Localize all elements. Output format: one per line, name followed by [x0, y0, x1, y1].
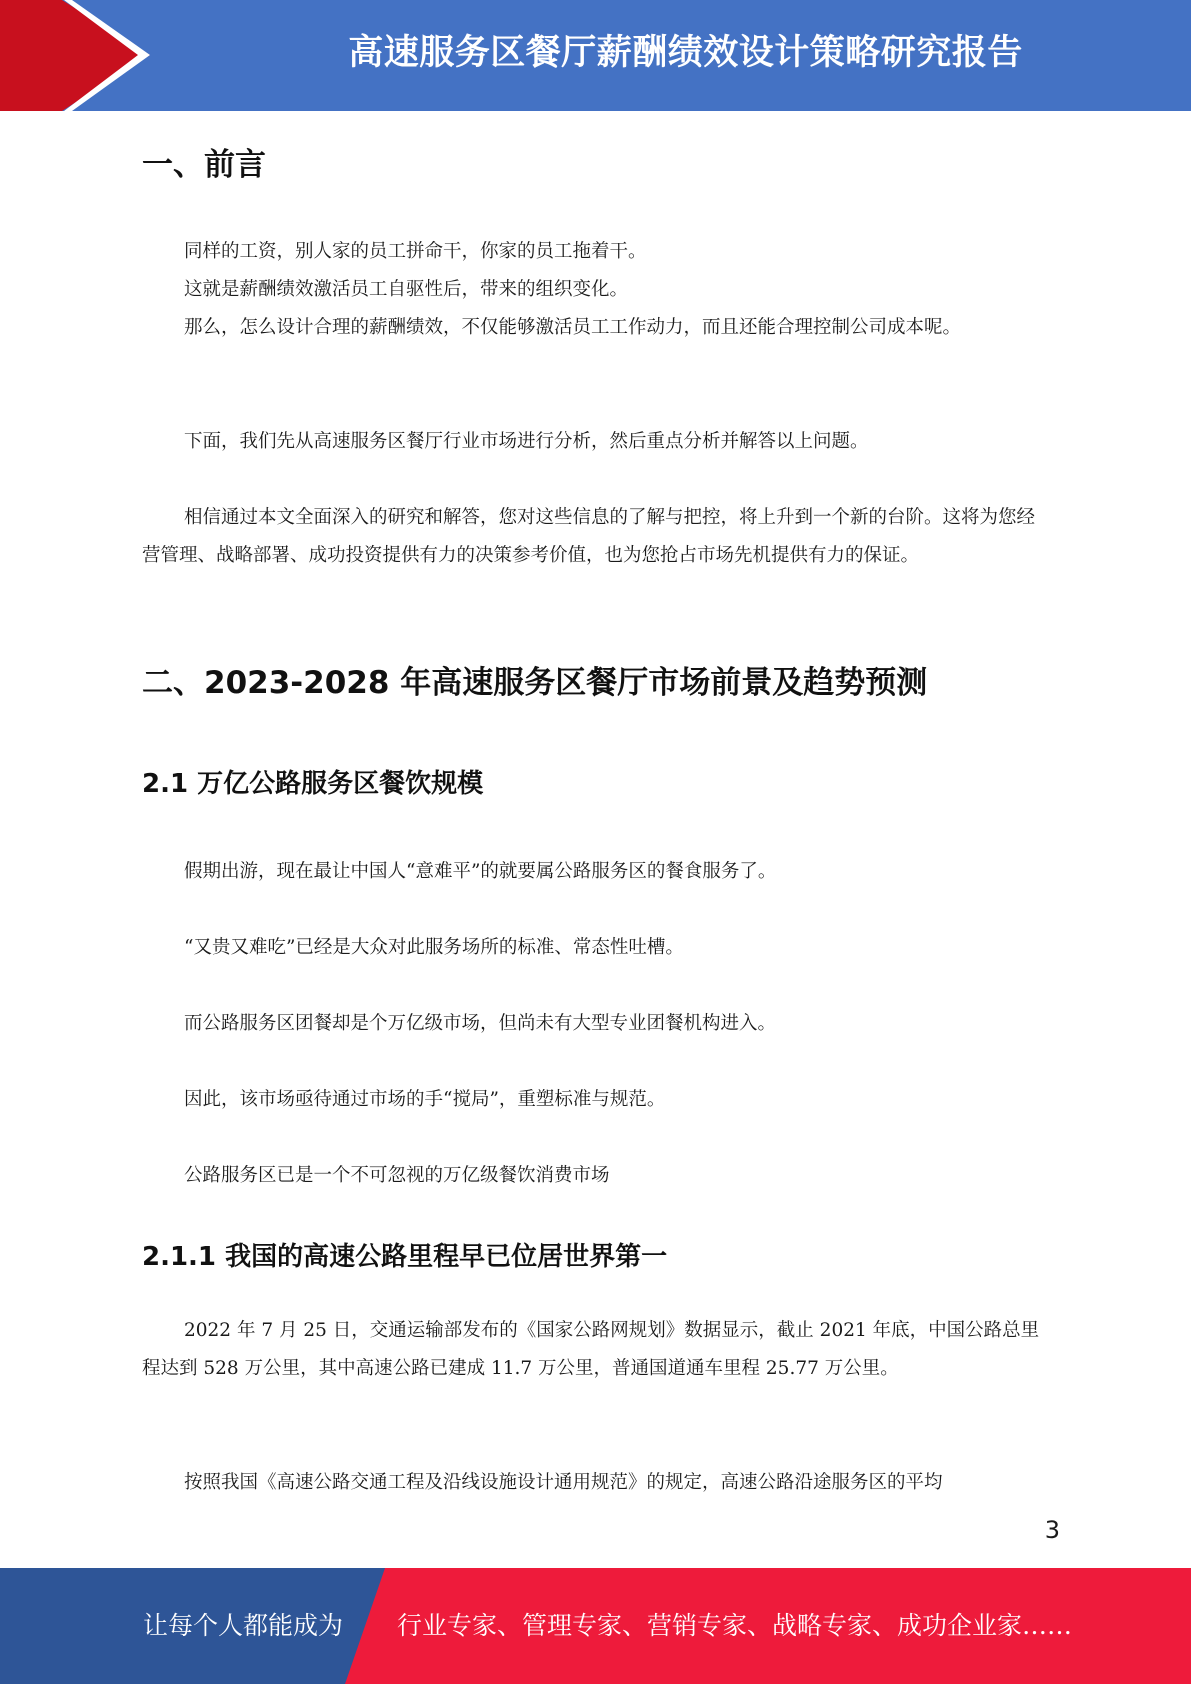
paragraph: 同样的工资，别人家的员工拼命干，你家的员工拖着干。: [184, 241, 647, 262]
paragraph: 相信通过本文全面深入的研究和解答，您对这些信息的了解与把控，将上升到一个新的台阶。这将为您经营管理、战略部署、成功投资提供有力的决策参考价值，也为您抢占市场先机提供有力的保证。: [142, 507, 1036, 566]
paragraph: 下面，我们先从高速服务区餐厅行业市场进行分析，然后重点分析并解答以上问题。: [184, 431, 869, 452]
footer-slogan-left: 让每个人都能成为: [143, 1611, 344, 1640]
paragraph: 那么，怎么设计合理的薪酬绩效，不仅能够激活员工工作动力，而且还能合理控制公司成本呢。: [184, 317, 962, 338]
paragraph: 2022 年 7 月 25 日，交通运输部发布的《国家公路网规划》数据显示，截止 2021 年底，中国公路总里程达到 528 万公里，其中高速公路已建成 11.7 万公里，普通国道通车里程 25.77 万公里。: [142, 1320, 1040, 1379]
section-heading-preface: 一、前言: [142, 147, 266, 183]
subsection-heading-scale: 2.1 万亿公路服务区餐饮规模: [142, 769, 484, 799]
paragraph: 这就是薪酬绩效激活员工自驱性后，带来的组织变化。: [184, 279, 629, 300]
paragraph: “又贵又难吃”已经是大众对此服务场所的标准、常态性吐槽。: [184, 937, 684, 958]
paragraph: 按照我国《高速公路交通工程及沿线设施设计通用规范》的规定，高速公路沿途服务区的平均: [184, 1472, 943, 1493]
paragraph: 假期出游，现在最让中国人“意难平”的就要属公路服务区的餐食服务了。: [184, 861, 777, 882]
footer-slogan-right: 行业专家、管理专家、营销专家、战略专家、成功企业家……: [397, 1611, 1073, 1640]
paragraph: 公路服务区已是一个不可忽视的万亿级餐饮消费市场: [184, 1165, 610, 1186]
header-banner: [0, 0, 1191, 111]
section-heading-forecast: 二、2023-2028 年高速服务区餐厅市场前景及趋势预测: [142, 665, 928, 701]
footer-banner: [0, 1568, 1191, 1684]
header-red-arrow: [0, 0, 150, 111]
paragraph: 因此，该市场亟待通过市场的手“搅局”，重塑标准与规范。: [184, 1089, 666, 1110]
page-number: 3: [1044, 1516, 1060, 1544]
paragraph: 而公路服务区团餐却是个万亿级市场，但尚未有大型专业团餐机构进入。: [184, 1013, 777, 1034]
report-title: 高速服务区餐厅薪酬绩效设计策略研究报告: [348, 33, 1023, 73]
subsection-heading-mileage: 2.1.1 我国的高速公路里程早已位居世界第一: [142, 1242, 668, 1272]
